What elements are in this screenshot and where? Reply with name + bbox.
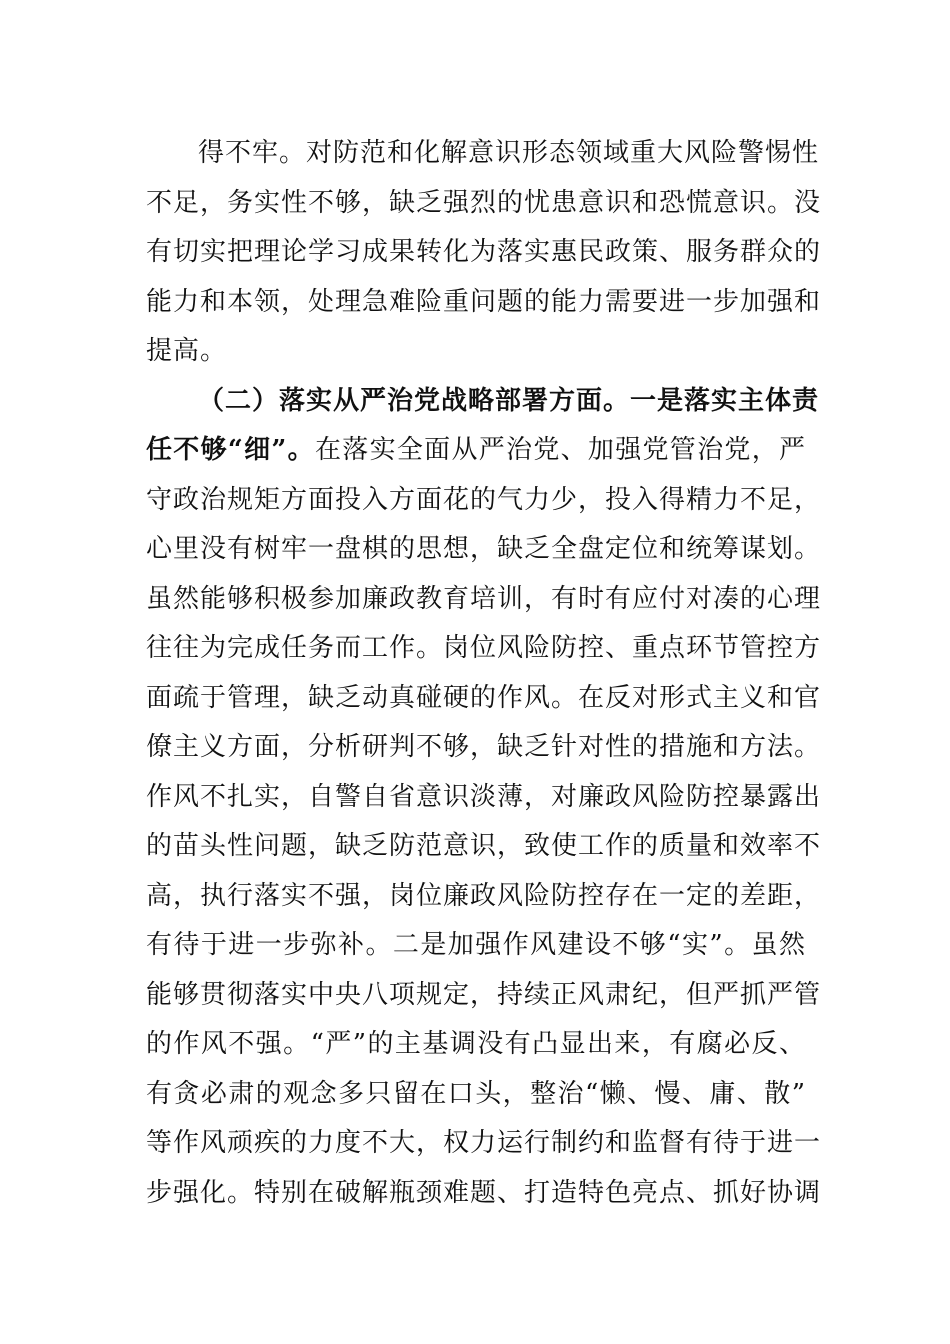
paragraph-2-line-8: 僚主义方面，分析研判不够，缺乏针对性的措施和方法。 — [146, 732, 822, 762]
paragraph-2-line-9: 作风不扎实，自警自省意识淡薄，对廉政风险防控暴露出 — [146, 782, 822, 812]
paragraph-2-line-10: 的苗头性问题，缺乏防范意识，致使工作的质量和效率不 — [146, 831, 822, 861]
subheading-emphasis: 任不够“细”。 — [146, 435, 315, 465]
paragraph-2-line-7: 面疏于管理，缺乏动真碰硬的作风。在反对形式主义和官 — [146, 683, 822, 713]
paragraph-1-line-2: 不足，务实性不够，缺乏强烈的忧患意识和恐慌意识。没 — [146, 188, 822, 218]
paragraph-2-line-3: 守政治规矩方面投入方面花的气力少，投入得精力不足， — [146, 485, 822, 515]
paragraph-2-line-2-text: 在落实全面从严治党、加强党管治党，严 — [314, 435, 806, 465]
paragraph-2-line-15: 有贪必肃的观念多只留在口头，整治“懒、慢、庸、散” — [146, 1079, 806, 1109]
paragraph-1-line-3: 有切实把理论学习成果转化为落实惠民政策、服务群众的 — [146, 237, 822, 267]
paragraph-2-line-4: 心里没有树牢一盘棋的思想，缺乏全盘定位和统筹谋划。 — [146, 534, 822, 564]
section-heading-line: （二）落实从严治党战略部署方面。一是落实主体责 — [198, 386, 820, 416]
paragraph-1-line-5: 提高。 — [146, 336, 228, 366]
paragraph-2-line-12: 有待于进一步弥补。二是加强作风建设不够“实”。虽然 — [146, 930, 806, 960]
paragraph-2-line-5: 虽然能够积极参加廉政教育培训，有时有应付对凑的心理 — [146, 584, 822, 614]
paragraph-2-line-17: 步强化。特别在破解瓶颈难题、打造特色亮点、抓好协调 — [146, 1178, 822, 1208]
paragraph-1-line-1: 得不牢。对防范和化解意识形态领域重大风险警惕性 — [198, 138, 820, 168]
paragraph-2-line-2 — [146, 430, 806, 470]
paragraph-2-line-16: 等作风顽疾的力度不大，权力运行制约和监督有待于进一 — [146, 1128, 822, 1158]
paragraph-1-line-4: 能力和本领，处理急难险重问题的能力需要进一步加强和 — [146, 287, 822, 317]
paragraph-2-line-14: 的作风不强。“严”的主基调没有凸显出来，有腐必反、 — [146, 1029, 806, 1059]
paragraph-2-line-11: 高，执行落实不强，岗位廉政风险防控存在一定的差距， — [146, 881, 822, 911]
paragraph-2-line-6: 往往为完成任务而工作。岗位风险防控、重点环节管控方 — [146, 633, 822, 663]
paragraph-2-line-13: 能够贯彻落实中央八项规定，持续正风肃纪，但严抓严管 — [146, 980, 822, 1010]
